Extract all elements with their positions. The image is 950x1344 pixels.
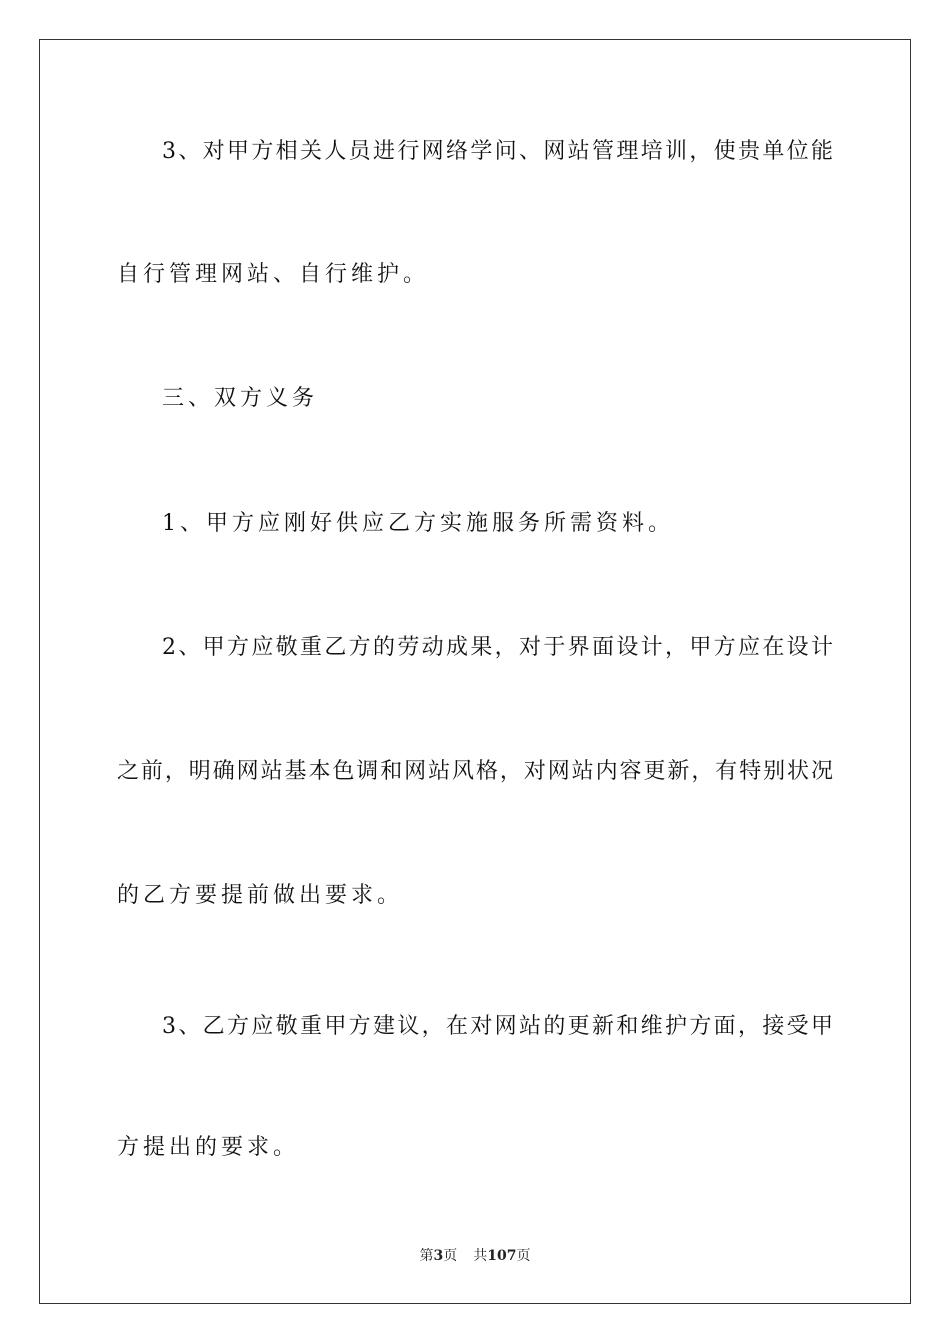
section-heading: 三、双方义务 — [162, 386, 319, 411]
page-footer — [0, 1247, 950, 1265]
paragraph-line: 自行管理网站、自行维护。 — [117, 262, 430, 287]
page-border — [39, 39, 911, 1304]
paragraph-line: 1、甲方应刚好供应乙方实施服务所需资料。 — [162, 511, 674, 536]
paragraph-line: 方提出的要求。 — [117, 1135, 300, 1160]
paragraph-line: 之前，明确网站基本色调和网站风格，对网站内容更新，有特别状况 — [117, 759, 833, 784]
paragraph-line: 2、甲方应敬重乙方的劳动成果，对于界面设计，甲方应在设计 — [162, 635, 833, 660]
footer-total-suffix: 页 — [516, 1248, 531, 1264]
paragraph-line: 3、乙方应敬重甲方建议，在对网站的更新和维护方面，接受甲 — [162, 1014, 833, 1039]
paragraph-line: 的乙方要提前做出要求。 — [117, 883, 404, 908]
footer-page-number: 3 — [433, 1248, 444, 1264]
footer-page-prefix: 第 — [419, 1248, 434, 1264]
footer-total-prefix: 共 — [473, 1248, 488, 1264]
footer-total-pages: 107 — [487, 1248, 517, 1264]
paragraph-line: 3、对甲方相关人员进行网络学问、网站管理培训，使贵单位能 — [162, 139, 833, 164]
footer-page-suffix: 页 — [443, 1248, 458, 1264]
